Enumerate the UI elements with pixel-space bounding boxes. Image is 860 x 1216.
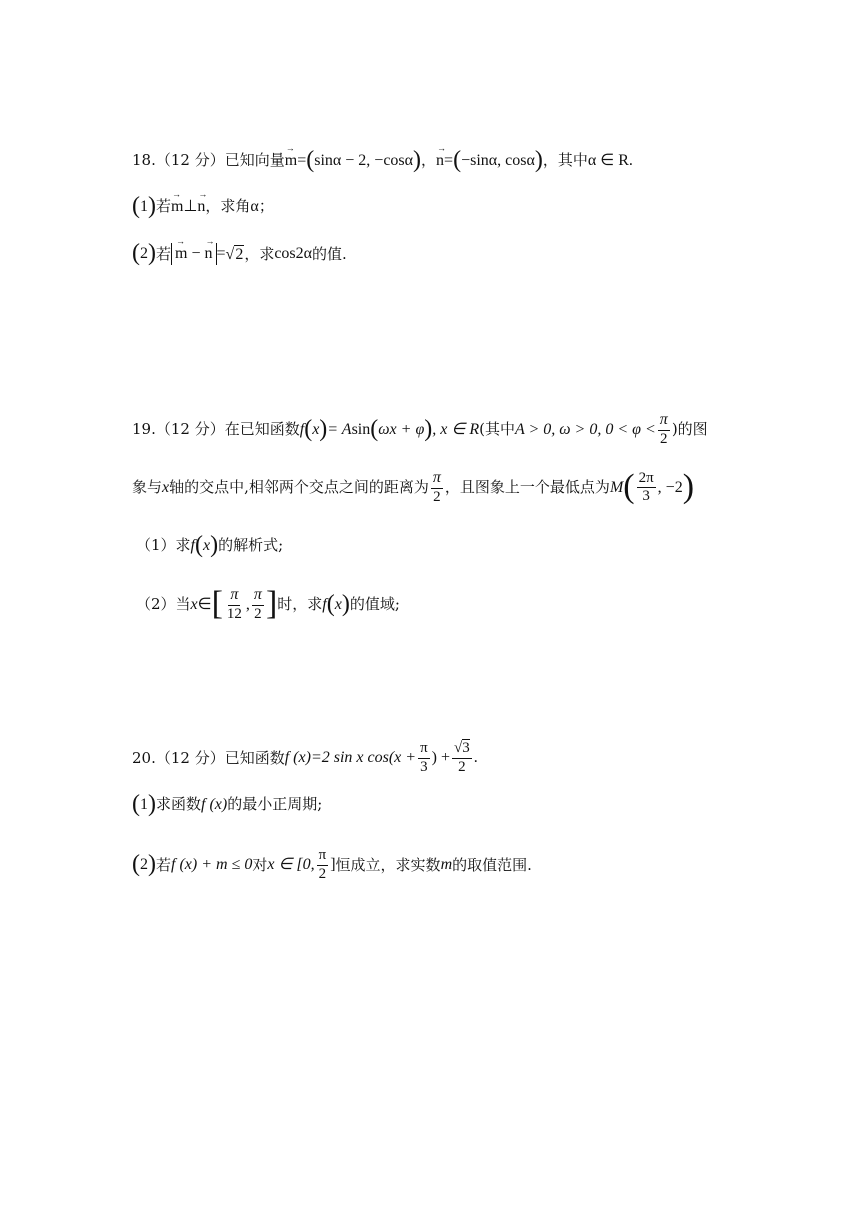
numerator: π <box>431 470 443 489</box>
q18-alpha: α <box>250 197 259 215</box>
vector-m: → m <box>285 153 297 169</box>
q20-part2-b: 对 <box>252 855 268 874</box>
q19-domain: , x ∈ R <box>432 420 480 438</box>
denominator: 12 <box>226 605 242 622</box>
denominator: 3 <box>420 758 428 775</box>
q19-paren-b: )的图 <box>671 420 708 439</box>
q18-comma2: ，其中 <box>542 151 588 170</box>
q19-number: 19. <box>132 420 156 439</box>
numerator: π <box>252 587 264 606</box>
left-paren: ( <box>132 193 140 219</box>
left-paren: ( <box>326 590 335 617</box>
right-paren: ) <box>319 415 328 442</box>
q20-part1-number: 1 <box>140 795 148 813</box>
minus-sign: − <box>191 245 201 262</box>
left-paren: ( <box>132 240 140 267</box>
q19-part1-end: 的解析式; <box>218 536 284 555</box>
left-paren: ( <box>304 415 313 442</box>
sin-fn: sin <box>351 420 371 438</box>
q18-stem <box>132 147 800 173</box>
q20-f-def: f (x)=2 sin x cos(x + <box>284 749 417 767</box>
q20-score: （12 分） <box>155 748 225 767</box>
right-bracket: ] <box>265 585 278 623</box>
vector-m: → m <box>175 246 187 262</box>
denominator: 2 <box>660 430 668 447</box>
q19-part2-label: （2）当 <box>136 595 191 614</box>
q18-part2-text-b: ，求 <box>244 244 275 263</box>
vector-n: → n <box>197 199 205 215</box>
right-paren: ) <box>148 851 156 878</box>
q18-number: 18. <box>132 151 156 170</box>
q18-part2 <box>132 240 800 267</box>
q20-part2-d: 的取值范围. <box>452 855 532 874</box>
right-paren: ) <box>210 532 219 558</box>
left-paren: ( <box>195 532 203 558</box>
q20-part2-x: x ∈ [0, <box>267 856 315 874</box>
left-paren: ( <box>132 791 140 817</box>
q19-line2-c: ，且图象上一个最低点为 <box>444 478 610 497</box>
vector-n: → n <box>205 246 213 262</box>
right-paren: ) <box>682 468 695 506</box>
q19-part2-end: 的值域; <box>349 595 400 614</box>
sqrt3-over-2 <box>452 741 472 776</box>
pi-over-2 <box>431 470 443 506</box>
numerator: 2π <box>637 471 656 489</box>
numerator: π <box>658 412 670 431</box>
vector-m: → m <box>171 199 183 215</box>
sqrt-2 <box>226 245 245 263</box>
q20-part1 <box>132 791 800 817</box>
pi-over-2 <box>317 848 329 883</box>
denominator: 2 <box>458 758 466 775</box>
f-symbol: f <box>299 420 305 438</box>
q19-cond2: , ω > 0 <box>551 420 598 438</box>
q20-number: 20. <box>132 748 156 767</box>
left-paren: ( <box>306 147 315 173</box>
q19-part1-label: （1）求 <box>136 536 191 555</box>
q18-part1-number: 1 <box>140 197 148 215</box>
x-symbol: x <box>190 595 198 613</box>
q18-stem-text: 已知向量 <box>224 151 285 170</box>
x-symbol: x <box>162 478 170 496</box>
q19-arg: ωx + φ <box>378 420 425 438</box>
q20-part2-number: 2 <box>140 856 148 874</box>
pi-over-3 <box>418 741 430 776</box>
pi-over-2 <box>658 412 670 448</box>
left-bracket: [ <box>211 585 223 623</box>
left-paren: ( <box>623 468 635 506</box>
vector-n-value: −sinα, cosα <box>461 151 535 169</box>
numerator: π <box>317 848 329 866</box>
q19-part2-mid: 时，求 <box>277 595 323 614</box>
left-paren: ( <box>370 415 379 442</box>
q18-part2-eq: = <box>216 245 226 262</box>
q19-line2-a: 象与 <box>132 478 163 497</box>
q20-part2 <box>132 848 800 883</box>
in-symbol: ∈ <box>197 595 212 613</box>
q18-part1-end: ； <box>258 197 274 216</box>
numerator: π <box>228 587 240 606</box>
q19-eq-rhs: = A <box>327 420 352 438</box>
q18-period: . <box>628 151 633 169</box>
point-y: , −2 <box>657 478 683 496</box>
q20-part2-m: m <box>440 856 453 874</box>
q20-plus: ) + <box>431 749 450 767</box>
q18-domain: α ∈ R <box>587 151 629 169</box>
right-paren: ) <box>413 147 422 173</box>
radicand: 2 <box>235 246 244 263</box>
comma: , <box>245 595 250 613</box>
q20-part1-f: f (x) <box>201 795 228 813</box>
q18-eq: = <box>297 151 307 169</box>
q20-part2-a: 若 <box>156 855 172 874</box>
q20-stem <box>132 741 800 776</box>
radical-sign: √ <box>454 740 463 756</box>
q19-part2 <box>136 587 800 623</box>
denominator: 2 <box>433 488 441 505</box>
perp-symbol: ⊥ <box>183 197 198 215</box>
right-paren: ) <box>424 415 433 442</box>
q19-paren-a: (其中 <box>479 420 515 439</box>
q19-line2-b: 轴的交点中,相邻两个交点之间的距离为 <box>169 478 429 497</box>
q18-part1-text-a: 若 <box>156 197 172 216</box>
q20-stem-text: 已知函数 <box>224 748 285 767</box>
pi-over-2 <box>252 587 264 623</box>
denominator: 2 <box>318 865 327 882</box>
q19-line2 <box>132 470 800 506</box>
q19-cond1: A > 0 <box>514 420 552 438</box>
q19-stem-a: 在已知函数 <box>224 420 300 439</box>
right-paren: ) <box>148 193 156 219</box>
f-symbol: f <box>190 536 195 554</box>
q19-part1 <box>136 532 800 558</box>
q18-part2-expr: cos2α <box>274 245 313 262</box>
pi-over-12 <box>225 587 244 623</box>
point-m: M <box>609 478 624 496</box>
q18-part1-text-b: ，求角 <box>205 197 251 216</box>
right-paren: ) <box>148 791 156 817</box>
x-symbol: x <box>334 595 342 613</box>
q18-comma1: ， <box>421 151 437 170</box>
q18-score: （12 分） <box>155 151 225 170</box>
denominator: 3 <box>642 488 650 505</box>
x-symbol: x <box>312 420 320 438</box>
q20-period: . <box>473 749 478 767</box>
q19-cond3: , 0 < φ < <box>597 420 656 438</box>
q20-part2-close: ] <box>330 856 336 874</box>
q20-part1-b: 的最小正周期; <box>227 795 323 814</box>
x-symbol: x <box>203 536 211 554</box>
numerator: π <box>418 741 430 759</box>
q20-part2-c: 恒成立，求实数 <box>335 855 441 874</box>
vector-m-value: sinα − 2, −cosα <box>314 151 414 169</box>
q19-stem <box>132 412 800 448</box>
right-paren: ) <box>148 240 156 267</box>
q19-score: （12 分） <box>155 420 225 439</box>
q18-part2-end: 的值. <box>312 244 347 263</box>
q20-part2-ineq: f (x) + m ≤ 0 <box>171 856 253 874</box>
q18-part2-text-a: 若 <box>156 244 172 263</box>
right-paren: ) <box>534 147 543 173</box>
numerator <box>452 741 472 759</box>
right-paren: ) <box>341 590 350 617</box>
two-pi-over-3 <box>637 471 656 506</box>
q20-part1-a: 求函数 <box>156 795 202 814</box>
radical-sign: √ <box>225 246 235 263</box>
vector-n: → n <box>436 153 444 169</box>
q18-part2-number: 2 <box>140 245 148 262</box>
denominator: 2 <box>254 605 262 622</box>
left-paren: ( <box>453 147 462 173</box>
abs-value <box>171 243 216 265</box>
radicand: 3 <box>462 740 470 756</box>
left-paren: ( <box>132 851 140 878</box>
q18-eq2: = <box>444 151 454 169</box>
f-symbol: f <box>322 595 327 613</box>
q18-part1 <box>132 193 800 219</box>
